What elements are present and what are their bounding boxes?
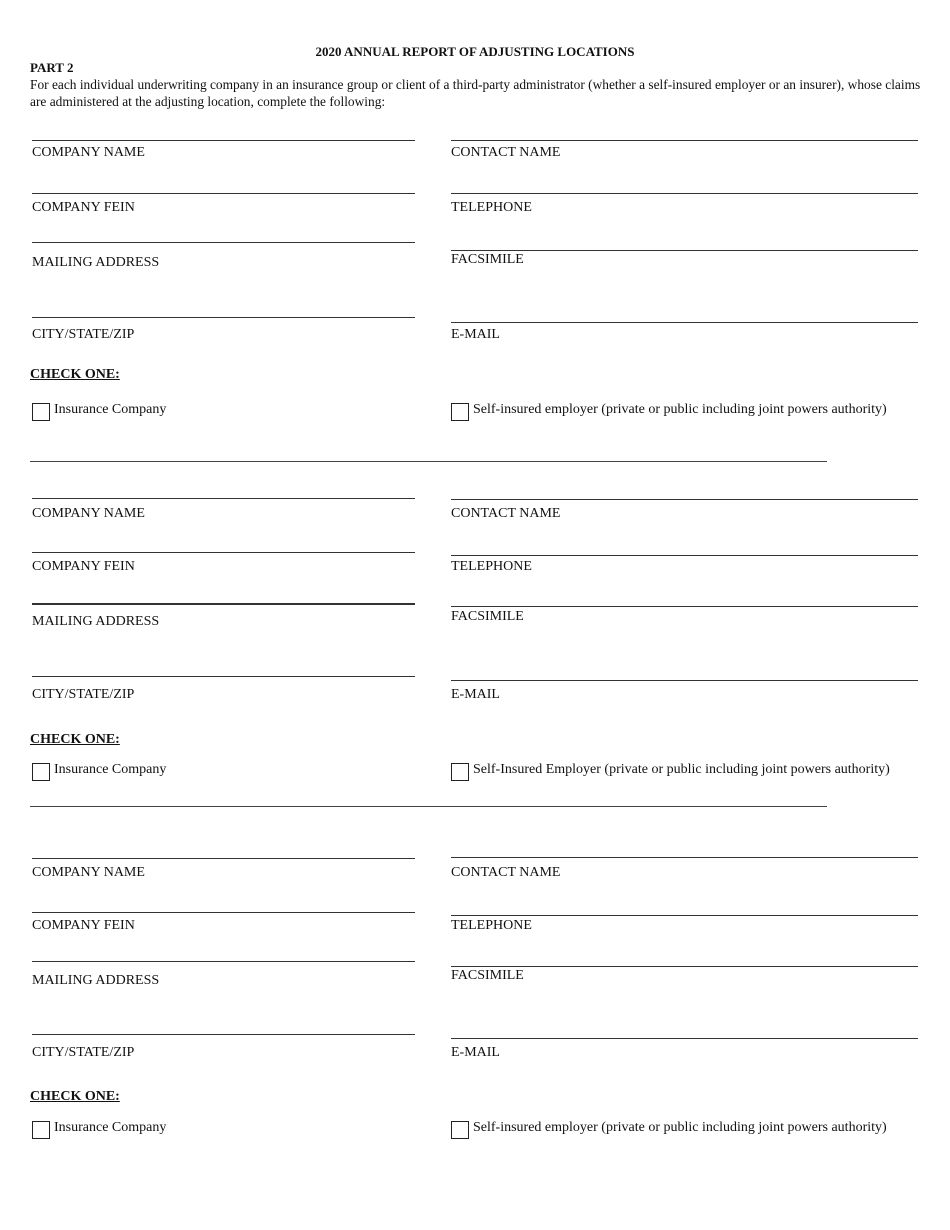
facsimile-field[interactable] bbox=[451, 966, 918, 967]
intro-text: For each individual underwriting company in an insurance group or client of a third-party administrator (whether a self-insured employer or an insurer), whose claims are administered at the adjusting location, complete the following: bbox=[30, 77, 921, 109]
insurance-company-checkbox[interactable] bbox=[32, 1121, 50, 1139]
company-name-field[interactable] bbox=[32, 858, 415, 859]
telephone-field[interactable] bbox=[451, 915, 918, 916]
mailing-address-field[interactable] bbox=[32, 603, 415, 605]
company-name-label: COMPANY NAME bbox=[32, 145, 145, 160]
email-label: E-MAIL bbox=[451, 687, 500, 702]
self-insured-label: Self-insured employer (private or public including joint powers authority) bbox=[473, 402, 887, 417]
facsimile-field[interactable] bbox=[451, 606, 918, 607]
mailing-address-field[interactable] bbox=[32, 242, 415, 243]
insurance-company-checkbox[interactable] bbox=[32, 763, 50, 781]
section-divider bbox=[30, 806, 827, 807]
contact-name-label: CONTACT NAME bbox=[451, 145, 561, 160]
telephone-label: TELEPHONE bbox=[451, 559, 532, 574]
insurance-company-label: Insurance Company bbox=[54, 1120, 167, 1135]
city-state-zip-label: CITY/STATE/ZIP bbox=[32, 687, 135, 702]
mailing-address-field[interactable] bbox=[32, 961, 415, 962]
company-fein-label: COMPANY FEIN bbox=[32, 918, 135, 933]
city-state-zip-field[interactable] bbox=[32, 317, 415, 318]
contact-name-field[interactable] bbox=[451, 499, 918, 500]
telephone-field[interactable] bbox=[451, 555, 918, 556]
contact-name-field[interactable] bbox=[451, 857, 918, 858]
insurance-company-label: Insurance Company bbox=[54, 402, 167, 417]
email-field[interactable] bbox=[451, 1038, 918, 1039]
telephone-label: TELEPHONE bbox=[451, 200, 532, 215]
facsimile-label: FACSIMILE bbox=[451, 609, 524, 624]
company-name-label: COMPANY NAME bbox=[32, 865, 145, 880]
insurance-company-checkbox[interactable] bbox=[32, 403, 50, 421]
company-name-label: COMPANY NAME bbox=[32, 506, 145, 521]
city-state-zip-label: CITY/STATE/ZIP bbox=[32, 1045, 135, 1060]
company-fein-field[interactable] bbox=[32, 912, 415, 913]
contact-name-label: CONTACT NAME bbox=[451, 506, 561, 521]
self-insured-checkbox[interactable] bbox=[451, 1121, 469, 1139]
telephone-field[interactable] bbox=[451, 193, 918, 194]
email-label: E-MAIL bbox=[451, 327, 500, 342]
self-insured-label: Self-insured employer (private or public including joint powers authority) bbox=[473, 1120, 887, 1135]
city-state-zip-label: CITY/STATE/ZIP bbox=[32, 327, 135, 342]
contact-name-label: CONTACT NAME bbox=[451, 865, 561, 880]
check-one-heading: CHECK ONE: bbox=[30, 367, 120, 382]
self-insured-label: Self-Insured Employer (private or public including joint powers authority) bbox=[473, 762, 890, 777]
company-fein-field[interactable] bbox=[32, 552, 415, 553]
part-heading: PART 2 bbox=[30, 60, 74, 75]
check-one-heading: CHECK ONE: bbox=[30, 1089, 120, 1104]
check-one-heading: CHECK ONE: bbox=[30, 732, 120, 747]
city-state-zip-field[interactable] bbox=[32, 1034, 415, 1035]
email-field[interactable] bbox=[451, 680, 918, 681]
contact-name-field[interactable] bbox=[451, 140, 918, 141]
mailing-address-label: MAILING ADDRESS bbox=[32, 614, 160, 629]
company-fein-field[interactable] bbox=[32, 193, 415, 194]
report-title: 2020 ANNUAL REPORT OF ADJUSTING LOCATIONS bbox=[315, 44, 635, 59]
facsimile-field[interactable] bbox=[451, 250, 918, 251]
city-state-zip-field[interactable] bbox=[32, 676, 415, 677]
email-label: E-MAIL bbox=[451, 1045, 500, 1060]
facsimile-label: FACSIMILE bbox=[451, 968, 524, 983]
mailing-address-label: MAILING ADDRESS bbox=[32, 973, 160, 988]
telephone-label: TELEPHONE bbox=[451, 918, 532, 933]
insurance-company-label: Insurance Company bbox=[54, 762, 167, 777]
company-name-field[interactable] bbox=[32, 140, 415, 141]
self-insured-checkbox[interactable] bbox=[451, 763, 469, 781]
email-field[interactable] bbox=[451, 322, 918, 323]
section-divider bbox=[30, 461, 827, 462]
self-insured-checkbox[interactable] bbox=[451, 403, 469, 421]
mailing-address-label: MAILING ADDRESS bbox=[32, 255, 160, 270]
company-fein-label: COMPANY FEIN bbox=[32, 200, 135, 215]
facsimile-label: FACSIMILE bbox=[451, 252, 524, 267]
company-fein-label: COMPANY FEIN bbox=[32, 559, 135, 574]
company-name-field[interactable] bbox=[32, 498, 415, 499]
